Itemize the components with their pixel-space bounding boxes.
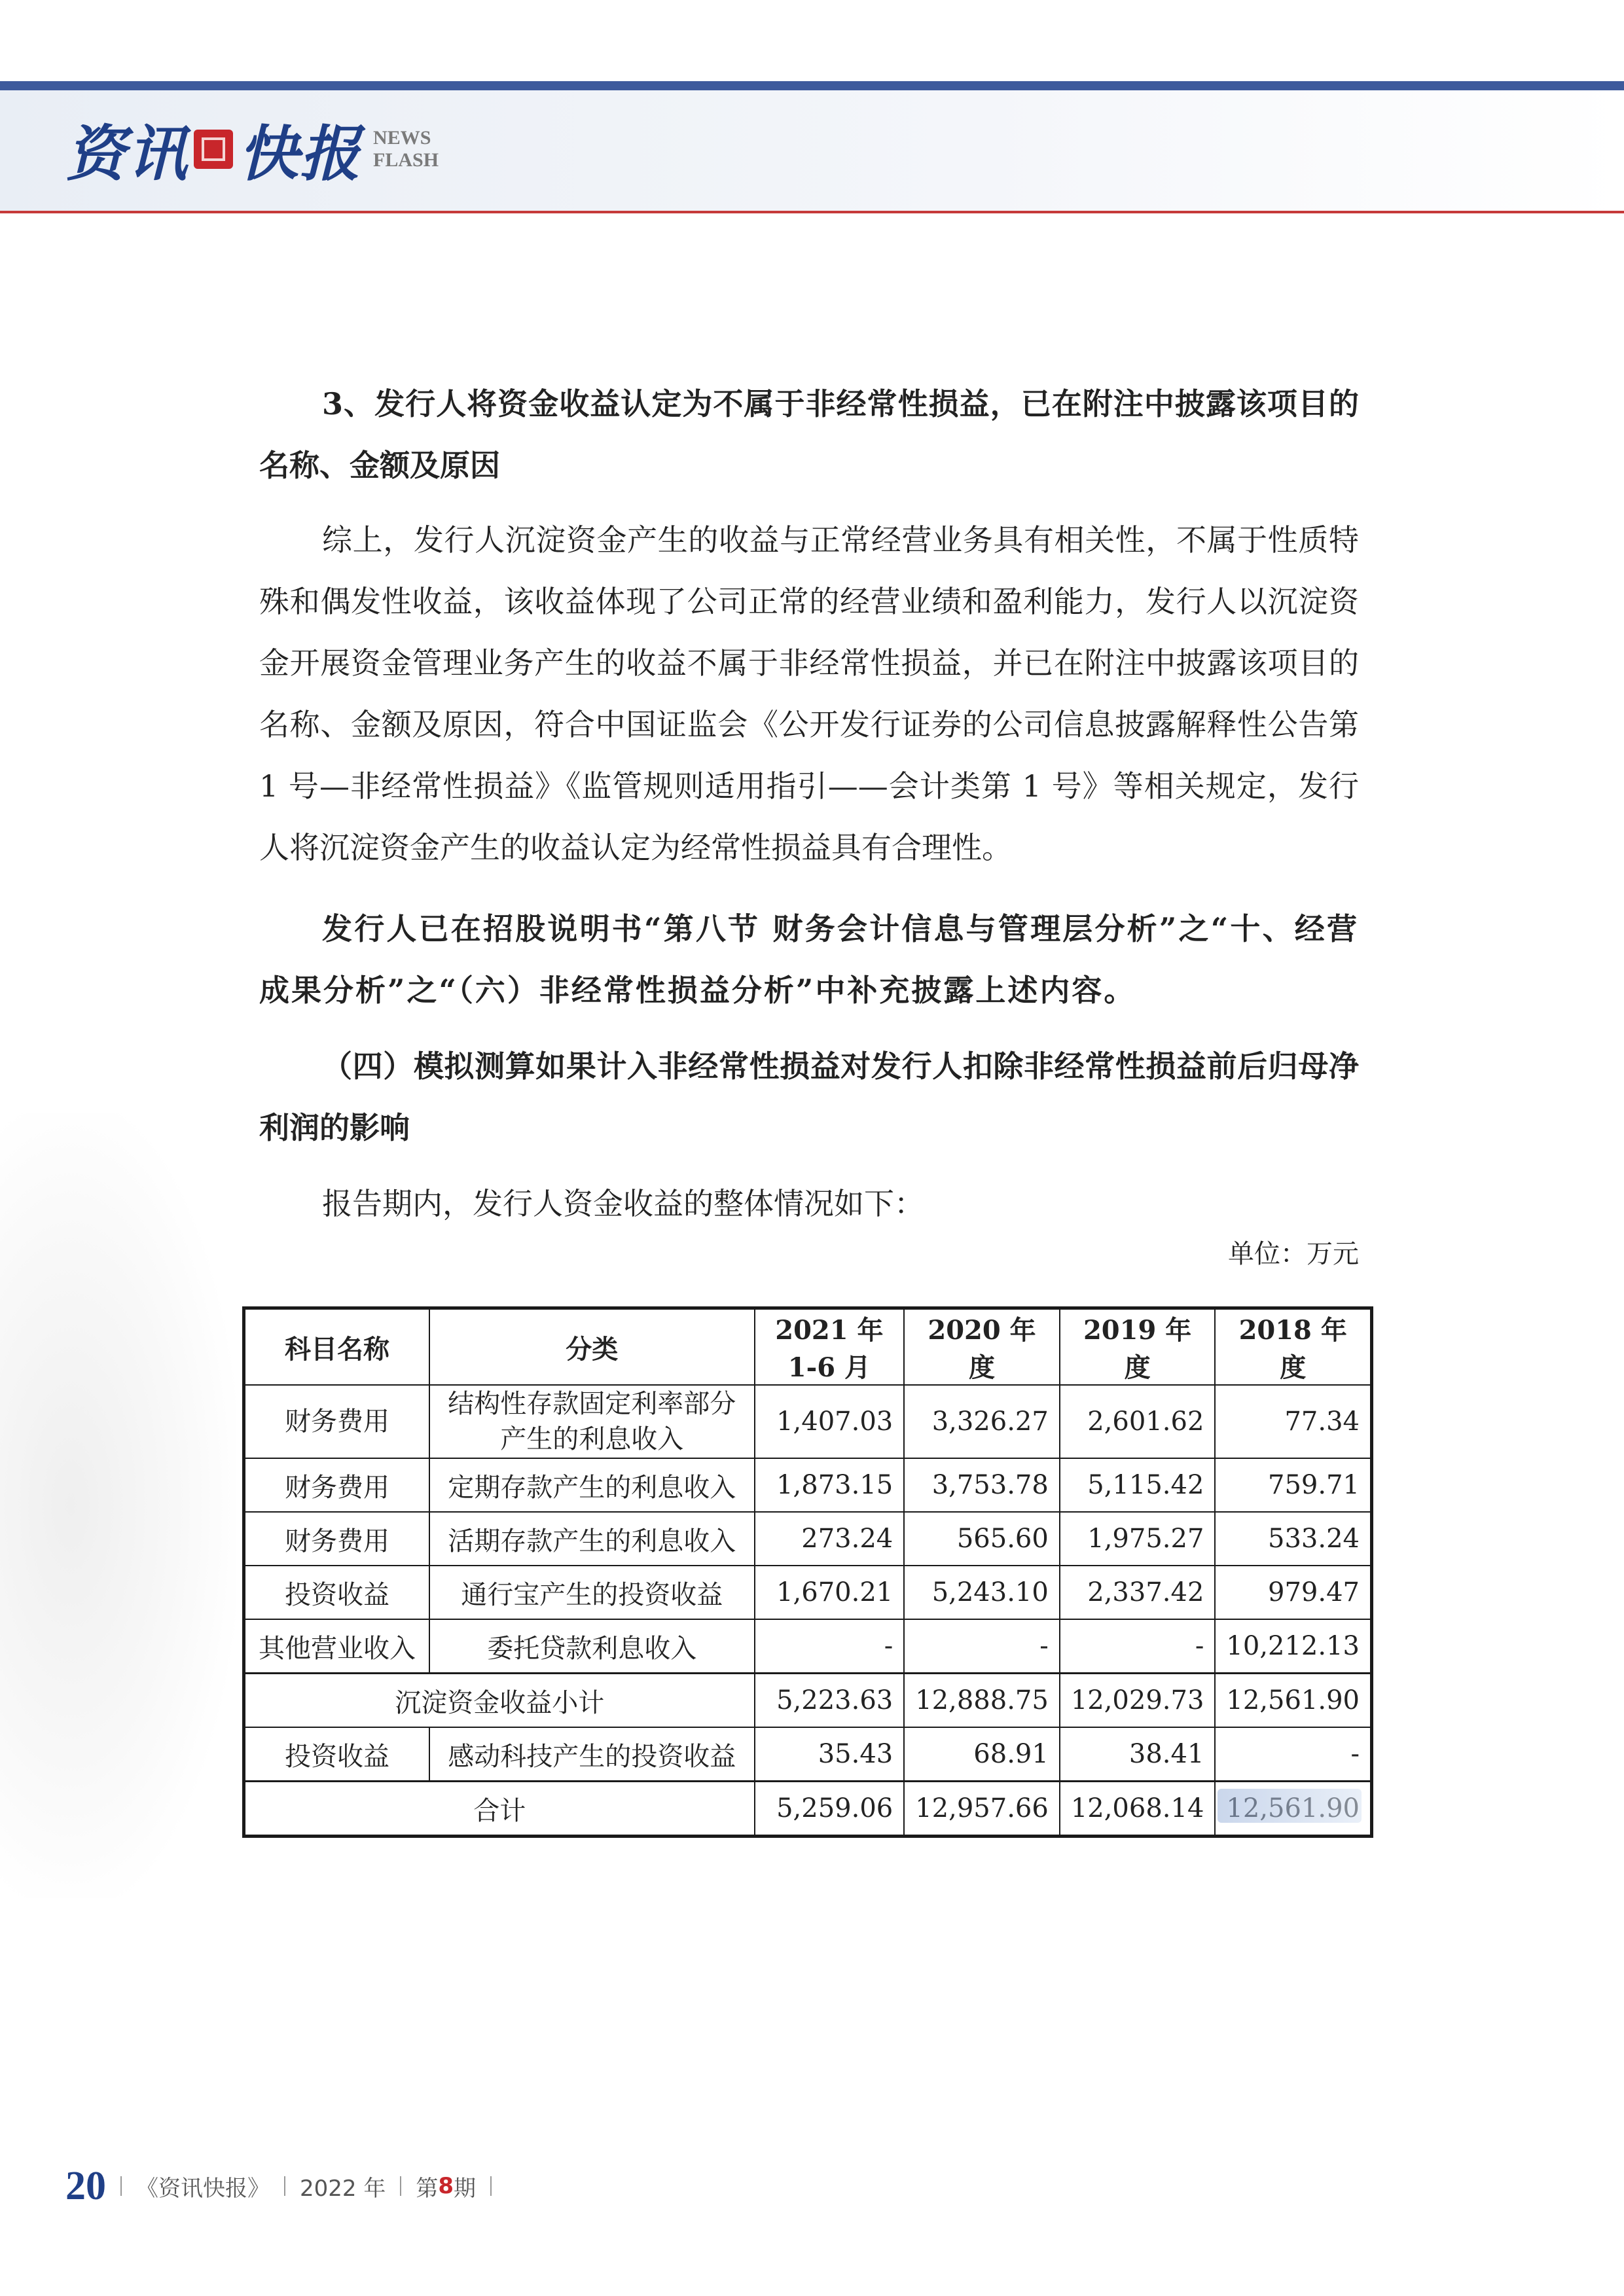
- logo-sub-news: NEWS: [373, 127, 431, 149]
- subtotal-value: 12,888.75: [904, 1674, 1060, 1728]
- subtotal-label: 沉淀资金收益小计: [244, 1674, 755, 1728]
- cell-value: -: [1215, 1727, 1371, 1782]
- logo-seal-icon: [194, 130, 233, 169]
- footer-separator: [400, 2176, 401, 2196]
- cell-account: 财务费用: [244, 1458, 430, 1512]
- total-label: 合计: [244, 1782, 755, 1837]
- table-row: [244, 1566, 1372, 1619]
- cell-category: 感动科技产生的投资收益: [429, 1727, 755, 1782]
- cell-value: 5,243.10: [904, 1566, 1060, 1619]
- cell-value: -: [1060, 1619, 1216, 1674]
- subtotal-value: 12,029.73: [1060, 1674, 1216, 1728]
- cell-category: 通行宝产生的投资收益: [429, 1566, 755, 1619]
- page-number: 20: [65, 2163, 106, 2208]
- footer-year: 2022 年: [300, 2175, 386, 2202]
- cell-value: 2,601.62: [1060, 1385, 1216, 1458]
- total-value: 12,957.66: [904, 1782, 1060, 1837]
- cell-value: 3,753.78: [904, 1458, 1060, 1512]
- header-divider: [0, 211, 1624, 213]
- col-header-2018: 2018 年度: [1215, 1308, 1371, 1386]
- cell-value: 979.47: [1215, 1566, 1371, 1619]
- fund-income-table: [242, 1306, 1373, 1838]
- cell-value: 1,975.27: [1060, 1512, 1216, 1566]
- cell-category: 结构性存款固定利率部分产生的利息收入: [429, 1385, 755, 1458]
- logo-subtitle: [373, 127, 439, 171]
- col-header-2019: 2019 年度: [1060, 1308, 1216, 1386]
- paragraph-summary: 综上，发行人沉淀资金产生的收益与正常经营业务具有相关性，不属于性质特殊和偶发性收益，该收益体现了公司正常的经营业绩和盈利能力，发行人以沉淀资金开展资金管理业务产生的收益不属于非经常性损益，并已在附注中披露该项目的名称、金额及原因，符合中国证监会《公开发行证券的公司信息披露解释性公告第 1 号—非经常性损益》《监管规则适用指引——会计类第 1 号》等相关规定，发行人将沉淀资金产生的收益认定为经常性损益具有合理性。: [259, 522, 1359, 865]
- table-intro: 报告期内，发行人资金收益的整体情况如下：: [322, 1186, 924, 1221]
- total-row: [244, 1782, 1372, 1837]
- cell-value: -: [755, 1619, 905, 1674]
- col-header-account: 科目名称: [244, 1308, 430, 1386]
- cell-value: 68.91: [904, 1727, 1060, 1782]
- table-unit: 单位：万元: [1228, 1239, 1359, 1269]
- cell-value: 10,212.13: [1215, 1619, 1371, 1674]
- table-row: [244, 1458, 1372, 1512]
- table-row: [244, 1727, 1372, 1782]
- section-heading-3: 3、发行人将资金收益认定为不属于非经常性损益，已在附注中披露该项目的名称、金额及原因: [259, 386, 1359, 483]
- cell-value: 533.24: [1215, 1512, 1371, 1566]
- header-top-line: [0, 81, 1624, 90]
- total-value: 12,068.14: [1060, 1782, 1216, 1837]
- cell-value: -: [904, 1619, 1060, 1674]
- cell-value: 5,115.42: [1060, 1458, 1216, 1512]
- cell-value: 38.41: [1060, 1727, 1216, 1782]
- cell-value: 273.24: [755, 1512, 905, 1566]
- cell-category: 定期存款产生的利息收入: [429, 1458, 755, 1512]
- footer-magazine-name: 《资讯快报》: [136, 2175, 270, 2202]
- cell-value: 759.71: [1215, 1458, 1371, 1512]
- cell-value: 1,670.21: [755, 1566, 905, 1619]
- col-header-category: 分类: [429, 1308, 755, 1386]
- supplement-disclosure-note: 发行人已在招股说明书“第八节 财务会计信息与管理层分析”之“十、经营成果分析”之“（六）非经常性损益分析”中补充披露上述内容。: [259, 911, 1359, 1008]
- cell-account: 其他营业收入: [244, 1619, 430, 1674]
- decorative-background: [0, 1113, 236, 1898]
- cell-value: 1,873.15: [755, 1458, 905, 1512]
- footer-issue-suffix: 期: [454, 2175, 477, 2202]
- cell-account: 财务费用: [244, 1385, 430, 1458]
- table-row: [244, 1619, 1372, 1674]
- subtotal-row: [244, 1674, 1372, 1728]
- magazine-logo: [65, 110, 439, 188]
- col-header-2021h1: 2021 年 1-6 月: [755, 1308, 905, 1386]
- footer-separator: [284, 2176, 285, 2196]
- page-footer: [65, 2160, 506, 2212]
- footer-separator: [120, 2176, 122, 2196]
- subtotal-value: 5,223.63: [755, 1674, 905, 1728]
- cell-value: 565.60: [904, 1512, 1060, 1566]
- cell-category: 活期存款产生的利息收入: [429, 1512, 755, 1566]
- logo-text-part1: 资讯: [65, 118, 189, 189]
- cell-account: 财务费用: [244, 1512, 430, 1566]
- subtotal-value: 12,561.90: [1215, 1674, 1371, 1728]
- cell-category: 委托贷款利息收入: [429, 1619, 755, 1674]
- logo-sub-flash: FLASH: [373, 149, 439, 171]
- cell-value: 1,407.03: [755, 1385, 905, 1458]
- footer-issue-prefix: 第: [416, 2175, 439, 2202]
- watermark-badge: [1218, 1789, 1362, 1823]
- footer-issue-number: 8: [438, 2173, 454, 2199]
- article-body: [259, 373, 1359, 1274]
- cell-value: 2,337.42: [1060, 1566, 1216, 1619]
- col-header-2020: 2020 年度: [904, 1308, 1060, 1386]
- cell-value: 3,326.27: [904, 1385, 1060, 1458]
- cell-account: 投资收益: [244, 1727, 430, 1782]
- cell-value: 77.34: [1215, 1385, 1371, 1458]
- logo-text-part2: 快报: [238, 118, 362, 189]
- cell-account: 投资收益: [244, 1566, 430, 1619]
- table-row: [244, 1512, 1372, 1566]
- total-value: 5,259.06: [755, 1782, 905, 1837]
- section-heading-4: （四）模拟测算如果计入非经常性损益对发行人扣除非经常性损益前后归母净利润的影响: [259, 1049, 1359, 1145]
- cell-value: 35.43: [755, 1727, 905, 1782]
- footer-separator: [490, 2176, 492, 2196]
- table-row: [244, 1385, 1372, 1458]
- table-header-row: [244, 1308, 1372, 1386]
